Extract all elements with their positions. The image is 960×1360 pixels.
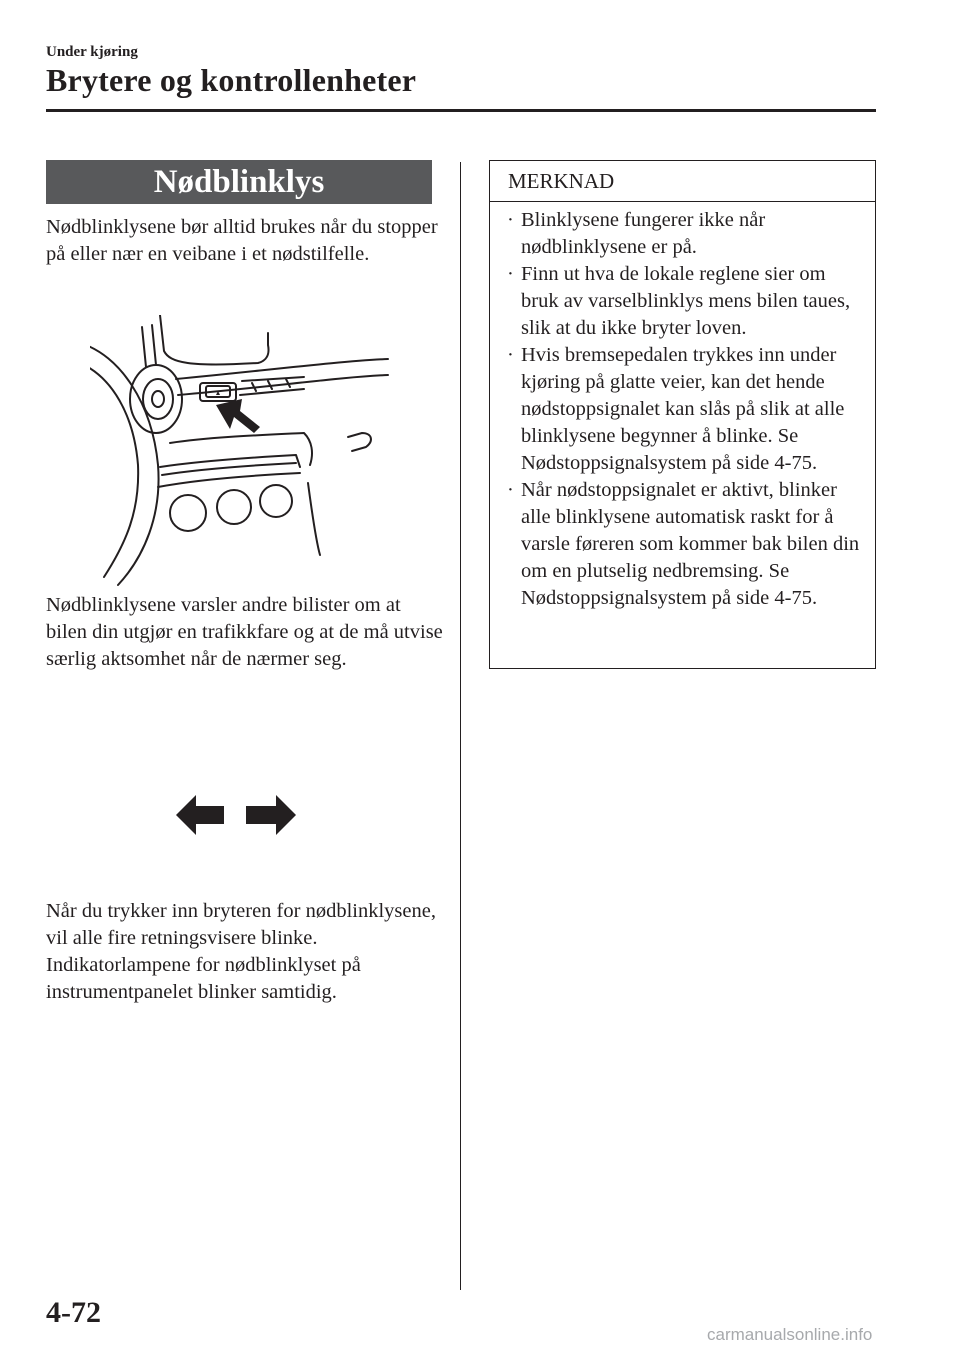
section-label: Under kjøring [46, 44, 138, 60]
note-item [490, 477, 875, 612]
note-item [490, 261, 875, 342]
section-heading: Nødblinklys [46, 160, 432, 204]
note-item-text: Finn ut hva de lokale reglene sier om bruk av varselblinklys mens bilen taues, slik at du ikke bryter loven. [521, 263, 851, 339]
note-item [490, 207, 875, 261]
hazard-switch-illustration [90, 315, 390, 587]
page-number: 4-72 [46, 1296, 101, 1329]
note-item [490, 342, 875, 477]
chapter-title: Brytere og kontrollenheter [46, 62, 417, 98]
note-list [490, 207, 875, 612]
usage-paragraph: Når du trykker inn bryteren for nødblinklysene, vil alle fire retningsvisere blinke. Indikatorlampene for nødblinklyset på instrumentpanelet blinker samtidig. [46, 900, 436, 1003]
column-divider [460, 162, 461, 1290]
note-item-text: Blinklysene fungerer ikke når nødblinklysene er på. [521, 209, 766, 258]
note-title: MERKNAD [508, 169, 615, 193]
bullet-icon: · [507, 479, 514, 501]
bullet-icon: · [507, 209, 514, 231]
intro-paragraph: Nødblinklysene bør alltid brukes når du stopper på eller nær en veibane i et nødstilfelle. [46, 216, 438, 265]
note-header [490, 161, 875, 202]
bullet-icon: · [507, 263, 514, 285]
bullet-icon: · [507, 344, 514, 366]
watermark: carmanualsonline.info [707, 1325, 873, 1344]
note-box [489, 160, 876, 669]
note-item-text: Når nødstoppsignalet er aktivt, blinker alle blinklysene automatisk raskt for å varsle føreren som kommer bak bilen din om en plutselig nedbremsing. Se Nødstoppsignalsystem på side 4-75. [521, 479, 860, 609]
title-rule [46, 109, 876, 112]
note-item-text: Hvis bremsepedalen trykkes inn under kjøring på glatte veier, kan det hende nødstoppsignalet kan slås på slik at alle blinklysene begynner å blinke. Se Nødstoppsignalsystem på side 4-75. [521, 344, 845, 474]
warning-paragraph: Nødblinklysene varsler andre bilister om at bilen din utgjør en trafikkfare og at de må utvise særlig aktsomhet når de nærmer seg. [46, 594, 443, 670]
turn-signal-arrows-icon [176, 795, 296, 835]
